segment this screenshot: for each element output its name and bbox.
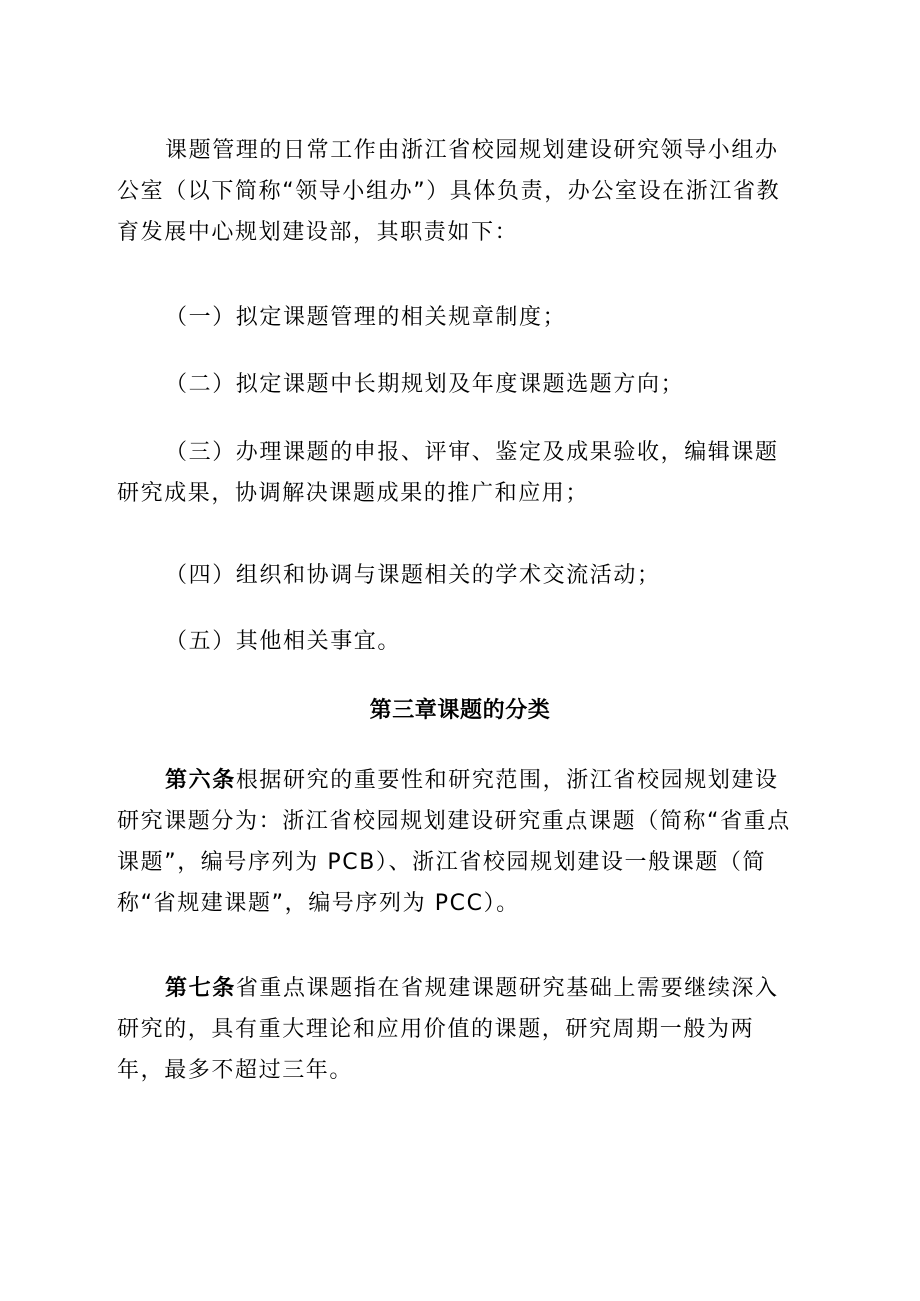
- article-seven: [117, 968, 797, 1091]
- article-six-body: 根据研究的重要性和研究范围，浙江省校园规划建设研究课题分为：浙江省校园规划建设研究重点课题（简称“省重点课题”，编号序列为 PCB）、浙江省校园规划建设一般课题（简称“省规建课题”，编号序列为 PCC）。: [117, 768, 791, 916]
- intro-paragraph: 课题管理的日常工作由浙江省校园规划建设研究领导小组办公室（以下简称“领导小组办”）具体负责，办公室设在浙江省教育发展中心规划建设部，其职责如下：: [117, 138, 781, 245]
- duty-item-3: （三）办理课题的申报、评审、鉴定及成果验收，编辑课题研究成果，协调解决课题成果的推广和应用；: [117, 440, 779, 506]
- article-six-head: 第六条: [165, 768, 236, 793]
- duty-item-4: （四）组织和协调与课题相关的学术交流活动；: [165, 563, 661, 588]
- duty-item-2: （二）拟定课题中长期规划及年度课题选题方向；: [165, 372, 685, 397]
- article-seven-body: 省重点课题指在省规建课题研究基础上需要继续深入研究的，具有重大理论和应用价值的课题，研究周期一般为两年，最多不超过三年。: [117, 976, 779, 1083]
- duty-item-5: （五）其他相关事宜。: [165, 629, 402, 654]
- article-six: [117, 760, 797, 924]
- chapter-title: 第三章课题的分类: [369, 698, 551, 723]
- article-seven-head: 第七条: [165, 976, 236, 1001]
- duty-item-1: （一）拟定课题管理的相关规章制度；: [165, 305, 567, 330]
